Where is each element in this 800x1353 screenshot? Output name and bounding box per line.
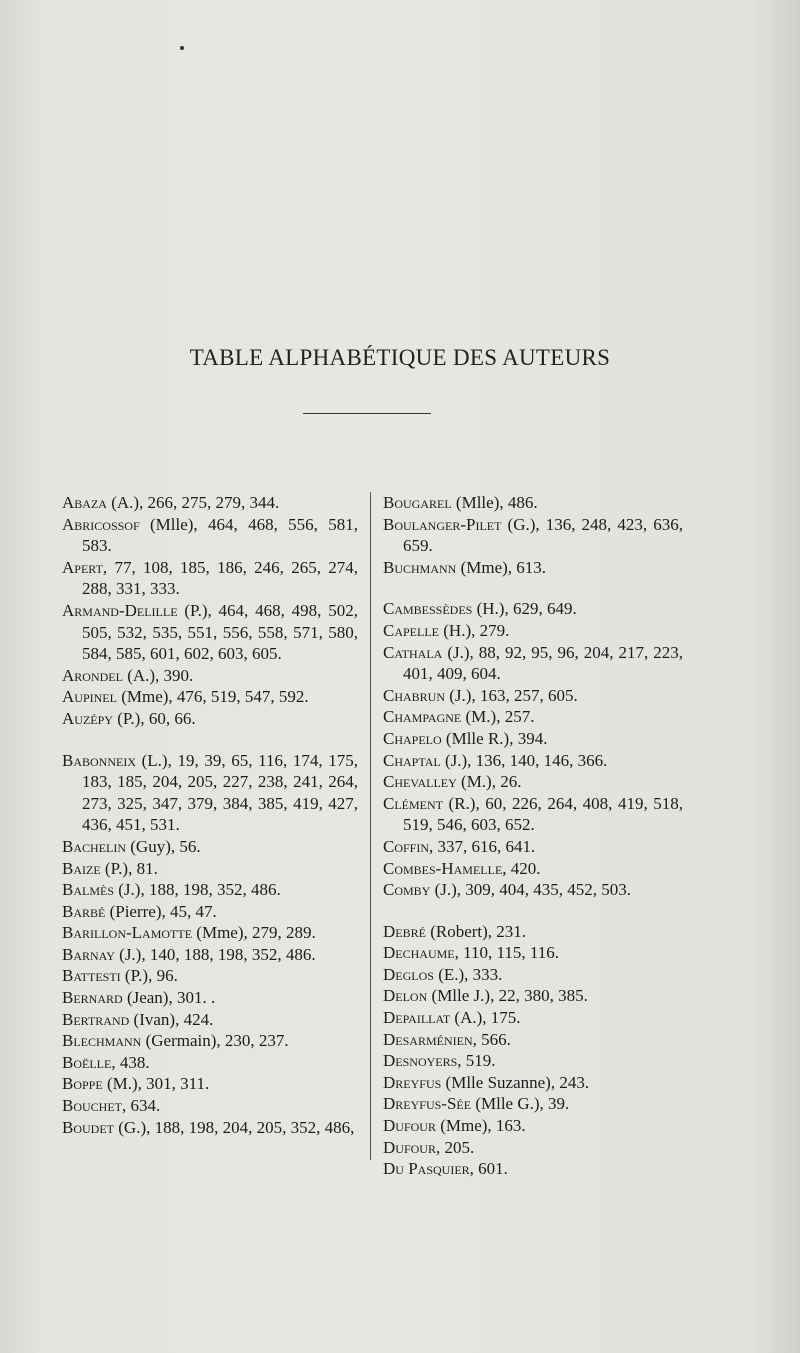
index-entry: [62, 1117, 358, 1139]
author-name: Du Pasquier: [383, 1159, 470, 1179]
page-references: (J.), 136, 140, 146, 366.: [440, 750, 608, 770]
index-entry: [383, 1029, 683, 1051]
index-entry: [383, 492, 683, 514]
page-references: (Mlle R.), 394.: [441, 728, 548, 748]
index-entry: [62, 514, 358, 557]
page-references: (J.), 309, 404, 435, 452, 503.: [430, 880, 632, 900]
index-entry: [62, 492, 358, 514]
author-name: Boulanger-Pilet: [383, 514, 502, 534]
page-references: (A.), 390.: [122, 665, 194, 685]
index-entry: [383, 836, 683, 858]
author-name: Chevalley: [383, 772, 457, 792]
index-entry: [383, 1072, 683, 1094]
index-entry: [62, 686, 358, 708]
index-entry: [383, 858, 683, 880]
author-name: Apert: [62, 557, 103, 577]
author-name: Delon: [383, 986, 428, 1006]
right-column: [383, 492, 683, 1180]
author-name: Balmès: [62, 880, 115, 900]
index-entry: [62, 965, 358, 987]
page-title: TABLE ALPHABÉTIQUE DES AUTEURS: [189, 345, 611, 370]
index-entry: [383, 1115, 683, 1137]
page-references: (Ivan), 424.: [129, 1009, 214, 1029]
page-references: (A.), 175.: [450, 1008, 521, 1028]
page-references: (M.), 301, 311.: [102, 1074, 210, 1094]
ink-dot: [180, 46, 184, 50]
index-entry: [383, 620, 683, 642]
index-entry: [383, 1007, 683, 1029]
author-name: Barnay: [62, 944, 115, 964]
page-references: (Mme), 279, 289.: [192, 923, 316, 943]
index-entry: [62, 1095, 358, 1117]
page-references: , 77, 108, 185, 186, 246, 265, 274, 288, 331, 333.: [82, 557, 358, 599]
author-name: Desnoyers: [383, 1051, 458, 1071]
author-name: Chaptal: [383, 750, 441, 770]
title-rule: [303, 413, 431, 414]
page-references: (Mme), 163.: [435, 1116, 526, 1136]
author-name: Dufour: [383, 1116, 436, 1136]
author-name: Chapelo: [383, 728, 442, 748]
author-name: Abaza: [62, 493, 107, 512]
page-references: (P.), 81.: [100, 858, 158, 878]
index-entry: [383, 1137, 683, 1159]
index-entry: [383, 728, 683, 750]
index-entry: [62, 858, 358, 880]
index-entry: [383, 1158, 683, 1180]
page-references: , 420.: [502, 858, 541, 878]
page-references: (Mme), 476, 519, 547, 592.: [116, 687, 309, 707]
index-entry: [383, 793, 683, 836]
index-entry: [62, 1030, 358, 1052]
index-entry: [62, 708, 358, 730]
page-references: (Germain), 230, 237.: [141, 1031, 289, 1051]
author-name: Blechmann: [62, 1031, 142, 1051]
page-references: (E.), 333.: [433, 964, 503, 984]
page-references: (A.), 266, 275, 279, 344.: [106, 493, 280, 512]
author-name: Buchmann: [383, 557, 457, 577]
index-entry: [383, 1050, 683, 1072]
page-references: (Mme), 613.: [456, 557, 547, 577]
author-name: Clément: [383, 793, 443, 813]
page-references: , 601.: [469, 1159, 508, 1179]
index-entry: [62, 600, 358, 665]
author-name: Chabrun: [383, 685, 446, 705]
page-references: (J.), 188, 198, 352, 486.: [114, 880, 281, 900]
index-entry: [383, 514, 683, 557]
page-references: (P.), 96.: [120, 966, 178, 986]
page-references: (Mlle), 464, 468, 556, 581, 583.: [82, 514, 358, 556]
index-entry: [383, 942, 683, 964]
index-entry: [62, 879, 358, 901]
author-name: Boppe: [62, 1074, 103, 1094]
index-entry: [62, 1073, 358, 1095]
page-references: , 438.: [111, 1052, 150, 1072]
author-name: Armand-Delille: [62, 600, 178, 620]
index-entry: [62, 665, 358, 687]
author-name: Aupinel: [62, 687, 117, 707]
author-name: Bouchet: [62, 1096, 123, 1116]
author-name: Coffin: [383, 836, 430, 856]
author-name: Boëlle: [62, 1052, 112, 1072]
author-name: Dreyfus: [383, 1072, 442, 1092]
page-references: (Pierre), 45, 47.: [105, 901, 217, 921]
page-references: (Guy), 56.: [126, 836, 201, 856]
author-name: Combes-Hamelle: [383, 858, 503, 878]
page-references: (Mlle G.), 39.: [471, 1094, 570, 1114]
page-references: (G.), 136, 248, 423, 636, 659.: [403, 514, 683, 556]
author-name: Bachelin: [62, 836, 126, 856]
author-name: Bernard: [62, 988, 123, 1008]
index-entry: [62, 836, 358, 858]
page-references: (J.), 88, 92, 95, 96, 204, 217, 223, 401, 409, 604.: [403, 642, 683, 684]
index-entry: [383, 879, 683, 901]
index-entry: [383, 1093, 683, 1115]
author-name: Bougarel: [383, 493, 452, 512]
page-references: (Jean), 301. .: [122, 988, 216, 1008]
index-entry: [383, 706, 683, 728]
author-name: Desarménien: [383, 1029, 473, 1049]
page-references: (Robert), 231.: [425, 921, 527, 941]
page-references: (Mlle Suzanne), 243.: [441, 1072, 590, 1092]
index-entry: [383, 985, 683, 1007]
author-name: Dreyfus-Sée: [383, 1094, 472, 1114]
page-references: (P.), 464, 468, 498, 502, 505, 532, 535, 551, 556, 558, 571, 580, 584, 585, 601, 602, 603, 605.: [82, 600, 358, 664]
author-name: Capelle: [383, 620, 439, 640]
page-references: (Mlle), 486.: [451, 493, 538, 512]
author-name: Champagne: [383, 707, 462, 727]
page-references: (H.), 279.: [439, 620, 510, 640]
index-entry: [383, 598, 683, 620]
page-references: (M.), 26.: [456, 772, 522, 792]
author-name: Debré: [383, 921, 426, 941]
index-entry: [383, 557, 683, 579]
page-references: , 337, 616, 641.: [429, 836, 536, 856]
page-references: (J.), 163, 257, 605.: [445, 685, 578, 705]
author-name: Abricossof: [62, 514, 140, 534]
page-references: , 519.: [457, 1051, 496, 1071]
author-name: Comby: [383, 880, 431, 900]
index-entry: [62, 901, 358, 923]
index-entry: [62, 922, 358, 944]
page-references: , 205.: [435, 1137, 475, 1157]
author-name: Deglos: [383, 964, 434, 984]
page-references: , 110, 115, 116.: [454, 943, 559, 963]
index-entry: [383, 921, 683, 943]
left-column: [62, 492, 358, 1138]
author-name: Babonneix: [62, 750, 136, 770]
index-entry: [383, 750, 683, 772]
index-entry: [62, 1009, 358, 1031]
page-references: (H.), 629, 649.: [472, 599, 577, 619]
page-references: (G.), 188, 198, 204, 205, 352, 486,: [114, 1117, 355, 1137]
index-entry: [62, 987, 358, 1009]
author-name: Barbé: [62, 901, 106, 921]
author-name: Dechaume: [383, 943, 455, 963]
index-entry: [383, 964, 683, 986]
author-name: Bertrand: [62, 1009, 130, 1029]
page-references: (R.), 60, 226, 264, 408, 419, 518, 519, 546, 603, 652.: [403, 793, 683, 835]
author-name: Barillon-Lamotte: [62, 923, 193, 943]
author-name: Cambessèdes: [383, 599, 473, 619]
author-name: Battesti: [62, 966, 121, 986]
index-entry: [383, 685, 683, 707]
page-references: , 566.: [472, 1029, 511, 1049]
index-entry: [62, 944, 358, 966]
page-references: (P.), 60, 66.: [112, 708, 196, 728]
page-references: (Mlle J.), 22, 380, 385.: [427, 986, 588, 1006]
author-name: Dufour: [383, 1137, 436, 1157]
author-name: Arondel: [62, 665, 123, 685]
index-entry: [383, 642, 683, 685]
author-name: Baize: [62, 858, 101, 878]
page-references: , 634.: [122, 1096, 161, 1116]
column-divider: [370, 492, 371, 1160]
index-entry: [383, 771, 683, 793]
author-name: Depaillat: [383, 1008, 451, 1028]
index-entry: [62, 750, 358, 836]
index-entry: [62, 1052, 358, 1074]
page-references: (M.), 257.: [461, 707, 535, 727]
author-name: Cathala: [383, 642, 443, 662]
author-name: Boudet: [62, 1117, 114, 1137]
page-references: (L.), 19, 39, 65, 116, 174, 175, 183, 185, 204, 205, 227, 238, 241, 264, 273, 325, 347, 379, 384, 385, 419, 427, 436, 451, 531.: [82, 750, 358, 835]
author-name: Auzépy: [62, 708, 113, 728]
index-entry: [62, 557, 358, 600]
page-references: (J.), 140, 188, 198, 352, 486.: [114, 944, 316, 964]
